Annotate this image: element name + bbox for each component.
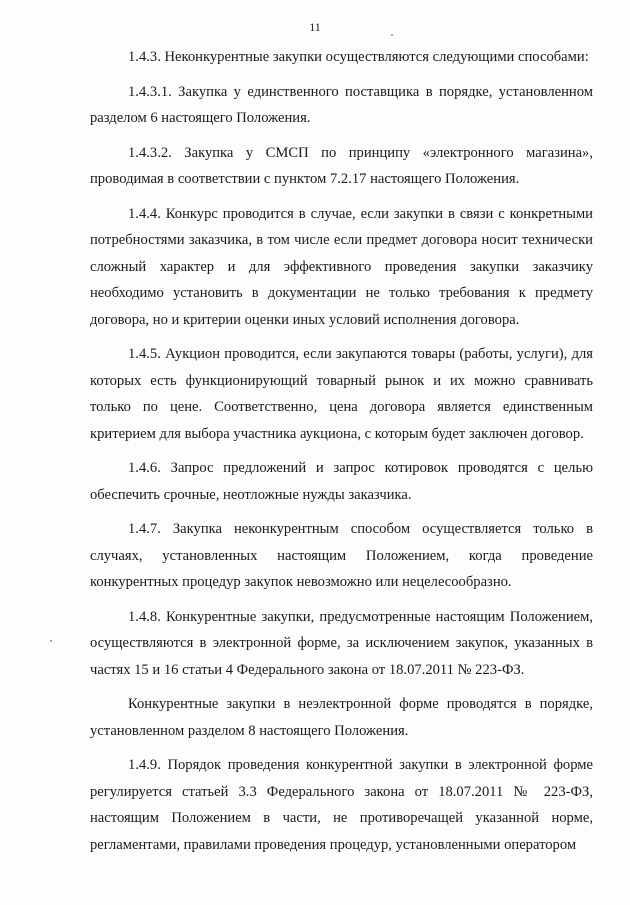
clause-1-4-7 [90, 516, 593, 596]
clause-text: Конкурентные закупки, предусмотренные настоящим Положением, осуществляются в электронной форме, за исключением закупок, указанных в частях 15 и 16 статьи 4 Федерального закона от 18.07.2011 № 223-ФЗ. [90, 608, 593, 678]
clause-1-4-5 [90, 341, 593, 447]
clause-number: 1.4.3.1. [128, 83, 172, 100]
clause-1-4-3 [90, 44, 593, 71]
clause-text: Конкурс проводится в случае, если закупки в связи с конкретными потребностями заказчика, в том числе если предмет договора носит технически сложный характер и для эффективного проведения закупки заказчику необходимо установить в документации не только требования к предмету договора, но и критерии оценки иных условий исполнения договора. [90, 205, 593, 328]
clause-number: 1.4.7. [128, 521, 161, 537]
clause-text: Неконкурентные закупки осуществляются следующими способами: [164, 49, 589, 65]
clause-1-4-4 [90, 201, 593, 334]
clause-text: Конкурентные закупки в неэлектронной форме проводятся в порядке, установленном разделом 8 настоящего Положения. [90, 696, 593, 739]
document-body [90, 44, 593, 866]
clause-1-4-9 [90, 752, 593, 858]
clause-text: Закупка у единственного поставщика в порядке, установленном разделом 6 настоящего Положения. [90, 83, 593, 126]
clause-number: 1.4.4. [128, 205, 161, 222]
clause-number: 1.4.3. [128, 49, 161, 65]
clause-1-4-3-1 [90, 79, 593, 132]
clause-1-4-6 [90, 455, 593, 508]
clause-text: Порядок проведения конкурентной закупки в электронной форме регулируется статьей 3.3 Федерального закона от 18.07.2011 № 223-ФЗ, настоящим Положением в части, не противоречащей указанной норме, регламентами, правилами проведения процедур, установленными оператором [90, 757, 593, 853]
clause-text: Закупка неконкурентным способом осуществляется только в случаях, установленных настоящим Положением, когда проведение конкурентных процедур закупок невозможно или нецелесообразно. [90, 521, 593, 590]
scan-speck [391, 34, 393, 36]
clause-text: Закупка у СМСП по принципу «электронного магазина», проводимая в соответствии с пунктом 7.2.17 настоящего Положения. [90, 144, 593, 187]
clause-1-4-8 [90, 604, 593, 684]
clause-number: 1.4.9. [128, 757, 161, 773]
clause-text: Запрос предложений и запрос котировок проводятся с целью обеспечить срочные, неотложные нужды заказчика. [90, 460, 593, 503]
clause-text: Аукцион проводится, если закупаются товары (работы, услуги), для которых есть функционирующий товарный рынок и их можно сравнивать только по цене. Соответственно, цена договора является единственным критерием для выбора участника аукциона, с которым будет заключен договор. [90, 346, 593, 442]
clause-number: 1.4.5. [128, 346, 161, 362]
scan-speck [50, 640, 52, 642]
clause-number: 1.4.6. [128, 460, 161, 476]
clause-number: 1.4.8. [128, 608, 161, 625]
clause-1-4-8-continued [90, 691, 593, 744]
page-number: 11 [309, 20, 321, 34]
clause-number: 1.4.3.2. [128, 144, 172, 161]
clause-1-4-3-2 [90, 140, 593, 193]
